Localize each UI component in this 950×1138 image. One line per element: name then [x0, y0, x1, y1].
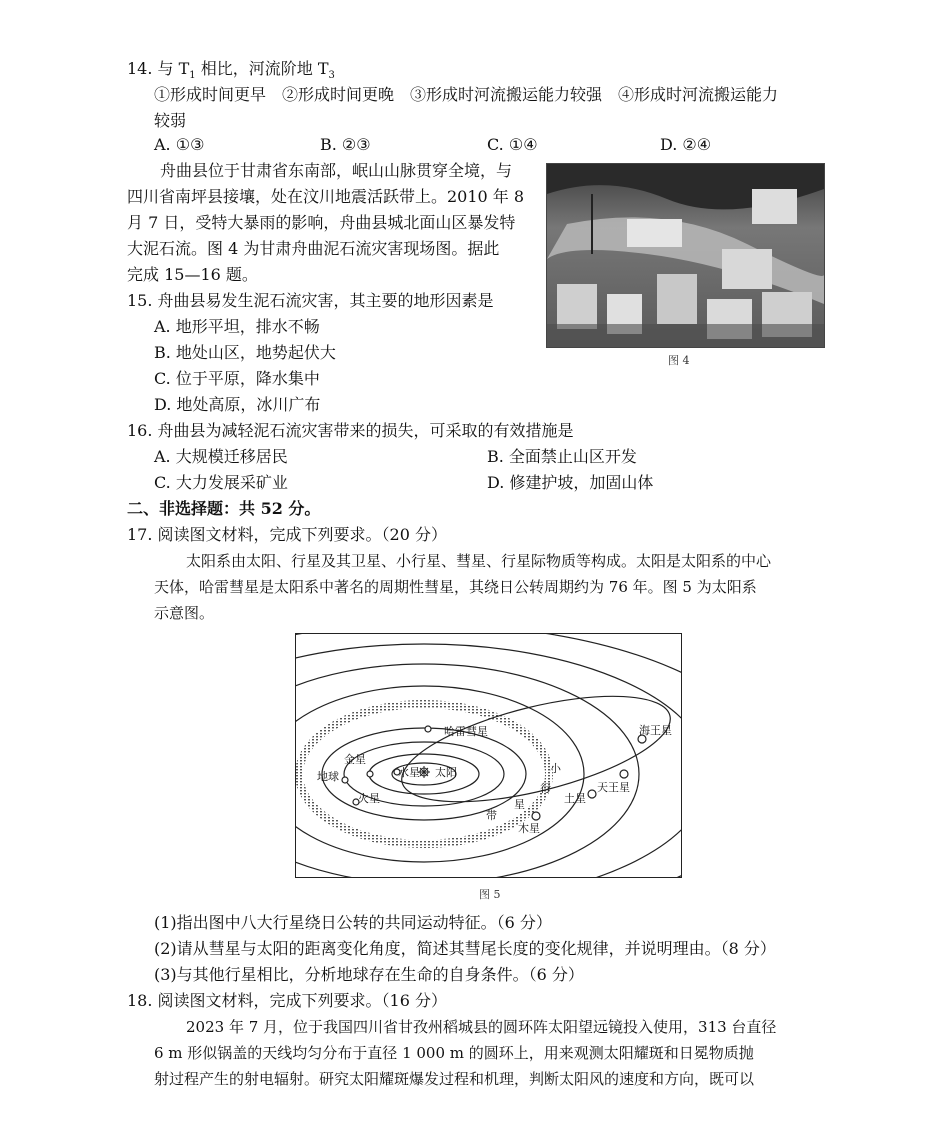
halley-dot — [425, 726, 431, 732]
label-saturn: 土星 — [564, 792, 586, 805]
section2-heading: 二、非选择题：共 52 分。 — [127, 499, 321, 518]
label-mercury: 水星 — [398, 766, 420, 779]
label-belt-2: 行 — [540, 782, 551, 795]
label-halley: 哈雷彗星 — [444, 725, 488, 738]
q14-sub3: 3 — [328, 70, 335, 82]
label-belt-3: 星 — [514, 798, 525, 811]
q18-passage-line: 射过程产生的射电辐射。研究太阳耀斑爆发过程和机理，判断太阳风的速度和方向，既可以 — [154, 1070, 755, 1088]
q16-choice-d: D. 修建护坡，加固山体 — [487, 473, 654, 492]
q14-choice-b: B. ②③ — [320, 135, 371, 154]
q14-options: ①形成时间更早 ②形成时间更晚 ③形成时河流搬运能力较强 ④形成时河流搬运能力 — [154, 85, 779, 104]
q14-stem — [127, 58, 335, 87]
label-belt-1: 小 — [550, 762, 561, 775]
q17-part-2: (2)请从彗星与太阳的距离变化角度，简述其彗尾长度的变化规律，并说明理由。（8 分） — [154, 939, 776, 958]
q14-choice-a: A. ①③ — [154, 135, 205, 154]
orbit-saturn — [296, 664, 639, 877]
q17-passage-line: 示意图。 — [154, 604, 215, 622]
q17-passage-line: 太阳系由太阳、行星及其卫星、小行星、彗星、行星际物质等构成。太阳是太阳系的中心 — [186, 552, 772, 570]
q16-choice-c: C. 大力发展采矿业 — [154, 473, 288, 492]
q16-stem: 16. 舟曲县为减轻泥石流灾害带来的损失，可采取的有效措施是 — [127, 421, 574, 440]
passage15-line: 大泥石流。图 4 为甘肃舟曲泥石流灾害现场图。据此 — [127, 239, 500, 258]
label-venus: 金星 — [344, 753, 366, 766]
q15-choice-a: A. 地形平坦，排水不畅 — [154, 317, 320, 336]
earth-dot — [342, 777, 348, 783]
passage15-line: 四川省南坪县接壤，处在汶川地震活跃带上。2010 年 8 — [127, 187, 525, 206]
q14-stem-a: 14. 与 T — [127, 59, 190, 78]
passage15-line: 舟曲县位于甘肃省东南部，岷山山脉贯穿全境，与 — [160, 161, 513, 180]
q14-stem-b: 相比，河流阶地 T — [195, 59, 329, 78]
fig5-solar-system — [295, 633, 682, 878]
q15-stem: 15. 舟曲县易发生泥石流灾害，其主要的地形因素是 — [127, 291, 494, 310]
label-mars: 火星 — [358, 792, 380, 805]
q17-part-1: (1)指出图中八大行星绕日公转的共同运动特征。（6 分） — [154, 913, 552, 932]
label-belt-4: 带 — [486, 809, 497, 822]
label-uranus: 天王星 — [597, 781, 630, 794]
q14-options-cont: 较弱 — [154, 111, 187, 130]
label-earth: 地球 — [317, 770, 339, 783]
passage15-line: 月 7 日，受特大暴雨的影响，舟曲县城北面山区暴发特 — [127, 213, 516, 232]
q14-sub1: 1 — [189, 70, 196, 82]
q18-passage-line: 6 m 形似锅盖的天线均匀分布于直径 1 000 m 的圆环上，用来观测太阳耀斑和日冕物质抛 — [154, 1044, 754, 1062]
q14-choice-d: D. ②④ — [660, 135, 712, 154]
q14-choice-c: C. ①④ — [487, 135, 538, 154]
q18-passage-line: 2023 年 7 月，位于我国四川省甘孜州稻城县的圆环阵太阳望远镜投入使用，313 台直径 — [186, 1018, 777, 1036]
fig4-caption: 图 4 — [668, 354, 690, 367]
q15-choice-b: B. 地处山区，地势起伏大 — [154, 343, 336, 362]
q17-passage-line: 天体，哈雷彗星是太阳系中著名的周期性彗星，其绕日公转周期约为 76 年。图 5 为太阳系 — [154, 578, 757, 596]
label-neptune: 海王星 — [639, 724, 672, 737]
label-sun: 太阳 — [435, 766, 457, 779]
q15-choice-c: C. 位于平原，降水集中 — [154, 369, 320, 388]
uranus-dot — [620, 770, 628, 778]
jupiter-dot — [532, 812, 540, 820]
passage15-line: 完成 15—16 题。 — [127, 265, 258, 284]
q16-choice-b: B. 全面禁止山区开发 — [487, 447, 637, 466]
saturn-dot — [588, 790, 596, 798]
fig5-caption: 图 5 — [479, 888, 501, 901]
venus-dot — [367, 771, 373, 777]
q16-choice-a: A. 大规模迁移居民 — [154, 447, 288, 466]
q17-stem: 17. 阅读图文材料，完成下列要求。（20 分） — [127, 525, 447, 544]
fig4-photo — [546, 163, 825, 348]
q17-part-3: (3)与其他行星相比，分析地球存在生命的自身条件。（6 分） — [154, 965, 584, 984]
label-jupiter: 木星 — [518, 822, 540, 835]
q15-choice-d: D. 地处高原，冰川广布 — [154, 395, 321, 414]
q18-stem: 18. 阅读图文材料，完成下列要求。（16 分） — [127, 991, 447, 1010]
